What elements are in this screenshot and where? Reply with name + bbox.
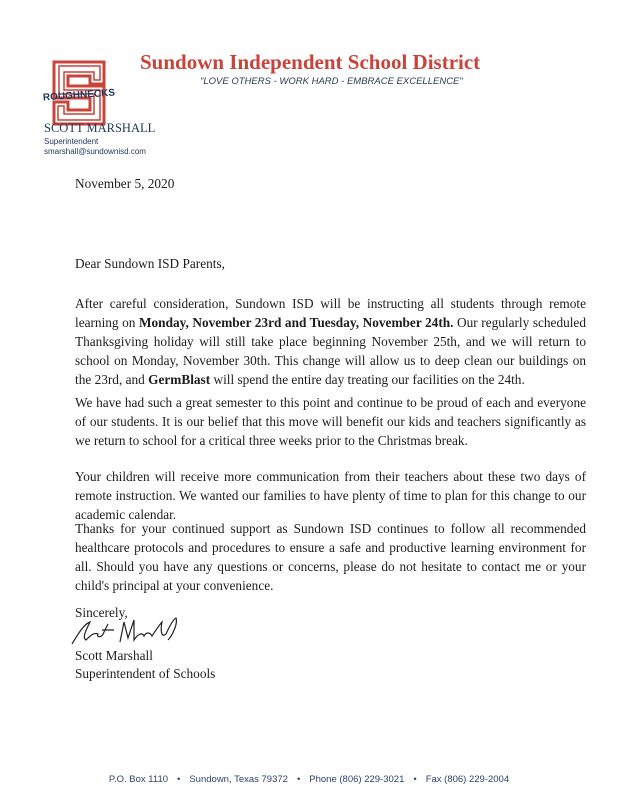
separator: • [296, 774, 301, 785]
district-name: Sundown Independent School District [140, 50, 481, 74]
signer-name: Scott Marshall [75, 648, 153, 663]
fax: Fax (806) 229-2004 [425, 774, 510, 785]
sender-email[interactable]: smarshall@sundownisd.com [44, 147, 146, 156]
separator: • [413, 774, 417, 785]
po-box: P.O. Box 1110 [108, 774, 169, 785]
letterhead-footer [0, 774, 618, 785]
signer-title: Superintendent of Schools [75, 666, 216, 681]
roughnecks-logo [42, 60, 116, 126]
p1-text: After careful consideration, Sundown ISD will be instructing all students through remote learning on [75, 296, 586, 330]
sender-title: Superintendent [44, 137, 99, 146]
p1-dates: Monday, November 23rd and Tuesday, November 24th. [138, 315, 454, 330]
p1-text-2: Our regularly scheduled Thanksgiving holiday will still take place beginning November 25th, and we will return to school on Monday, November 30th. This change will allow us to deep clean our buildings on the 23rd, and [75, 315, 586, 387]
p1-text-3: will spend the entire day treating our facilities on the 24th. [210, 372, 525, 387]
paragraph-2: We have had such a great semester to this point and continue to be proud of each and everyone of our students. It is our belief that this move will benefit our kids and teachers significantly as we return to school for a critical three weeks prior to the Christmas break. [75, 395, 586, 448]
paragraph-4: Thanks for your continued support as Sundown ISD continues to follow all recommended healthcare protocols and procedures to ensure a safe and productive learning environment for all. Should you have any questions or concerns, please do not hesitate to contact me or your child's principal at your convenience. [75, 521, 586, 593]
separator: • [177, 774, 181, 785]
city: Sundown, Texas 79372 [189, 774, 288, 785]
sender-name: SCOTT MARSHALL [44, 121, 156, 135]
closing: Sincerely, [75, 605, 128, 620]
svg-text:ROUGHNECKS: ROUGHNECKS [42, 87, 116, 104]
salutation: Dear Sundown ISD Parents, [75, 256, 225, 271]
phone: Phone (806) 229-3021 [309, 774, 405, 785]
letter-date: November 5, 2020 [75, 176, 175, 191]
paragraph-1 [75, 294, 586, 389]
paragraph-3: Your children will receive more communication from their teachers about these two days of remote instruction. We wanted our families to have plenty of time to plan for this change to our academic calendar. [75, 469, 586, 522]
p1-company: GermBlast [148, 372, 211, 387]
signature [68, 614, 188, 648]
district-motto: "LOVE OTHERS - WORK HARD - EMBRACE EXCELLENCE" [200, 76, 463, 87]
